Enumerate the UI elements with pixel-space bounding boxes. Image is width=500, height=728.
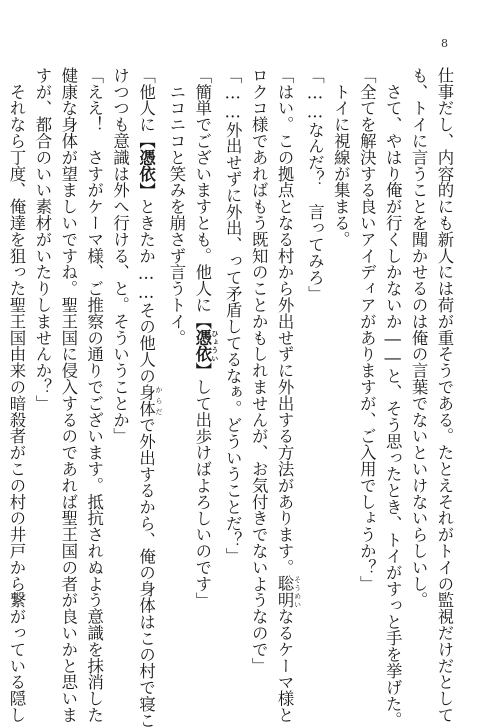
text-segment: さて、やはり俺が行くしかないか――と、そう思ったとき、トイがすっと手を挙げた。	[383, 67, 403, 728]
text-line	[219, 67, 245, 675]
text-segment: 「簡単でございますとも。他人に	[192, 67, 212, 313]
text-line	[107, 67, 133, 675]
ruby-reading: そうめい	[293, 575, 302, 609]
text-segment: 「はい。この拠点となる村から外出せずに外出する方法があります。	[275, 67, 295, 576]
text-segment: ときたか……その他人の	[136, 198, 156, 384]
ruby-base: 憑依	[192, 329, 212, 363]
text-segment: ロクコ様であればもう既知のことかもしれませんが、お気付きでないようなので」	[249, 67, 269, 674]
skill-bracket: 】	[192, 362, 212, 379]
text-line	[353, 67, 379, 675]
page-number: 8	[441, 37, 448, 50]
text-segment: 「全てを解決する良いアイディアがありますが、ご入用でしょうか？」	[357, 67, 377, 592]
text-segment: なるケーマ様と	[275, 608, 295, 724]
text-segment: 「……なんだ？ 言ってみろ」	[305, 67, 325, 302]
text-line	[271, 67, 302, 724]
skill-bracket: 【	[136, 132, 156, 150]
text-segment: すが、都合のいい素材がいたりしませんか？」	[32, 67, 52, 412]
ruby-word	[136, 383, 164, 417]
text-line	[379, 67, 405, 728]
skill-bracket: 】	[136, 181, 156, 199]
text-line	[245, 67, 271, 675]
skill-bracket: 【	[192, 313, 212, 330]
ruby-word	[275, 575, 302, 609]
text-segment: して出歩けばよろしいのです」	[192, 378, 212, 609]
text-line	[81, 67, 107, 723]
vertical-text-body	[7, 67, 457, 728]
text-segment: 「……外出せずに外出、って矛盾してるなぁ。どういうことだ？」	[223, 67, 243, 565]
text-line	[189, 67, 219, 675]
ruby-base: 聡明	[275, 575, 295, 609]
text-segment: けつつも意識は外へ行ける、と。そういうことか」	[110, 67, 130, 445]
text-segment: 「他人に	[136, 67, 156, 133]
text-line	[3, 67, 29, 723]
text-line	[327, 67, 353, 675]
text-line	[431, 67, 457, 723]
ruby-base: 身体	[136, 383, 156, 417]
ruby-word	[192, 329, 220, 363]
text-line	[133, 67, 164, 728]
text-segment: ニコニコと笑みを崩さず言うトイ。	[166, 67, 186, 346]
text-segment: それなら丁度、俺達を狙った聖王国由来の暗殺者がこの村の井戸から繋がっている隠し	[7, 67, 26, 723]
text-line	[55, 67, 81, 723]
text-segment: 「ええ！ さすがケーマ様、ご推察の通りでございます。抵抗されぬよう意識を抹消した	[84, 67, 104, 723]
text-line	[405, 67, 431, 675]
text-segment: 仕事だし、内容的にも新人には荷が重そうである。たとえそれがトイの監視だけだとして	[435, 67, 454, 723]
text-segment: も、トイに言うことを聞かせるのは俺の言葉でないといけないらしいし。	[409, 67, 429, 609]
text-line	[29, 67, 55, 675]
text-segment: 憑依	[136, 149, 156, 182]
ruby-reading: ひょうい	[210, 329, 220, 363]
text-segment: 健康な身体が望ましいですね。聖王国に侵入するのであれば聖王国の者が良いかと思いま	[58, 67, 78, 723]
text-segment: トイに視線が集まる。	[331, 67, 351, 248]
ruby-reading: からだ	[155, 383, 164, 417]
text-line	[163, 67, 189, 675]
text-line	[302, 67, 328, 675]
text-segment: で外出するから、俺の身体はこの村で寝こ	[136, 416, 156, 728]
